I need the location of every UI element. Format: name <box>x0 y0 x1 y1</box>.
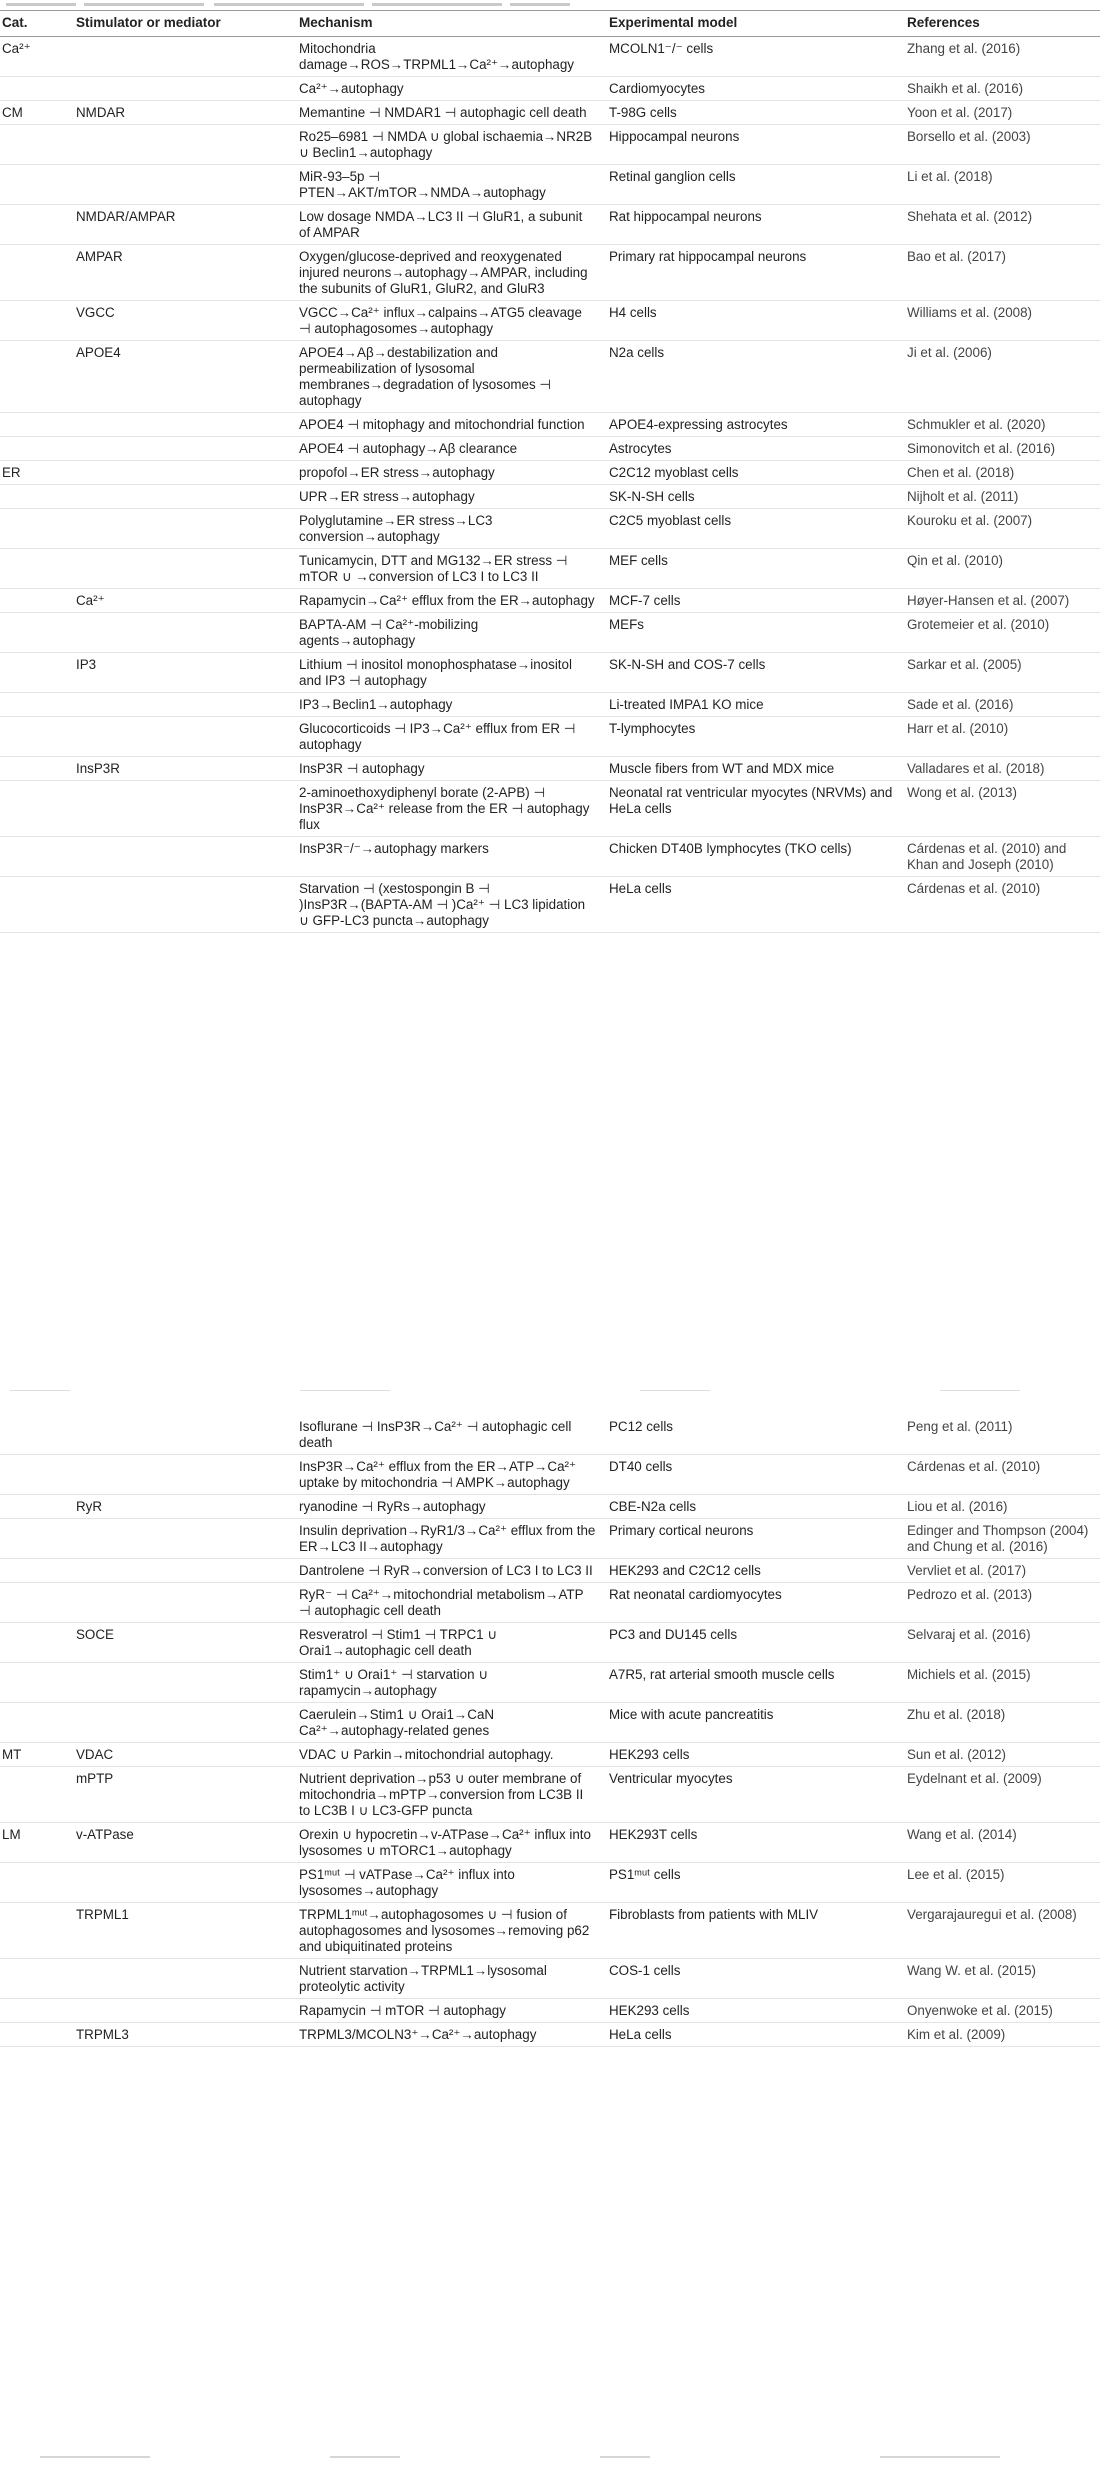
mechanism-cell: Isoflurane ⊣ InsP3R→Ca²⁺ ⊣ autophagic cell death <box>293 1415 603 1455</box>
reference-cell: Cárdenas et al. (2010) and Khan and Joseph (2010) <box>901 837 1100 877</box>
stimulator-cell: TRPML1 <box>70 1903 293 1959</box>
mechanism-cell: Nutrient deprivation→p53 ∪ outer membrane of mitochondria→mPTP→conversion from LC3B II to LC3B I ∪ LC3-GFP puncta <box>293 1767 603 1823</box>
table-row <box>0 1959 1100 1999</box>
table-part-two <box>0 1415 1100 2047</box>
mechanism-cell: Rapamycin ⊣ mTOR ⊣ autophagy <box>293 1999 603 2023</box>
table-row <box>0 165 1100 205</box>
table-row <box>0 437 1100 461</box>
table-row <box>0 77 1100 101</box>
stimulator-cell: RyR <box>70 1495 293 1519</box>
category-cell <box>0 613 70 653</box>
reference-cell: Kim et al. (2009) <box>901 2023 1100 2047</box>
table-row <box>0 757 1100 781</box>
reference-cell: Onyenwoke et al. (2015) <box>901 1999 1100 2023</box>
mechanism-cell: propofol→ER stress→autophagy <box>293 461 603 485</box>
table-row <box>0 781 1100 837</box>
table-row <box>0 1495 1100 1519</box>
stimulator-cell <box>70 165 293 205</box>
table-header-row <box>0 11 1100 37</box>
model-cell: Hippocampal neurons <box>603 125 901 165</box>
stimulator-cell: NMDAR/AMPAR <box>70 205 293 245</box>
mechanism-cell: Orexin ∪ hypocretin→v-ATPase→Ca²⁺ influx into lysosomes ∪ mTORC1→autophagy <box>293 1823 603 1863</box>
reference-cell: Høyer-Hansen et al. (2007) <box>901 589 1100 613</box>
stimulator-cell: VGCC <box>70 301 293 341</box>
model-cell: PC12 cells <box>603 1415 901 1455</box>
model-cell: DT40 cells <box>603 1455 901 1495</box>
category-cell <box>0 77 70 101</box>
stimulator-cell: v-ATPase <box>70 1823 293 1863</box>
stimulator-cell <box>70 77 293 101</box>
reference-cell: Peng et al. (2011) <box>901 1415 1100 1455</box>
model-cell: Rat hippocampal neurons <box>603 205 901 245</box>
reference-cell: Ji et al. (2006) <box>901 341 1100 413</box>
model-cell: HEK293T cells <box>603 1823 901 1863</box>
mechanism-cell: Memantine ⊣ NMDAR1 ⊣ autophagic cell death <box>293 101 603 125</box>
table-row <box>0 245 1100 301</box>
reference-cell: Zhu et al. (2018) <box>901 1703 1100 1743</box>
model-cell: C2C12 myoblast cells <box>603 461 901 485</box>
mechanism-cell: Oxygen/glucose-deprived and reoxygenated injured neurons→autophagy→AMPAR, including the subunits of GluR1, GluR2, and GluR3 <box>293 245 603 301</box>
table-part-one <box>0 10 1100 933</box>
stimulator-cell: AMPAR <box>70 245 293 301</box>
mechanism-cell: InsP3R ⊣ autophagy <box>293 757 603 781</box>
stimulator-cell <box>70 1703 293 1743</box>
table-row <box>0 341 1100 413</box>
reference-cell: Harr et al. (2010) <box>901 717 1100 757</box>
mechanism-cell: Nutrient starvation→TRPML1→lysosomal proteolytic activity <box>293 1959 603 1999</box>
reference-cell: Vervliet et al. (2017) <box>901 1559 1100 1583</box>
mechanism-cell: ryanodine ⊣ RyRs→autophagy <box>293 1495 603 1519</box>
reference-cell: Valladares et al. (2018) <box>901 757 1100 781</box>
header-references: References <box>901 11 1100 37</box>
category-cell <box>0 125 70 165</box>
stimulator-cell <box>70 1415 293 1455</box>
stimulator-cell <box>70 413 293 437</box>
category-cell <box>0 485 70 509</box>
stimulator-cell <box>70 1519 293 1559</box>
model-cell: A7R5, rat arterial smooth muscle cells <box>603 1663 901 1703</box>
model-cell: SK-N-SH and COS-7 cells <box>603 653 901 693</box>
cropped-footer <box>0 2440 1100 2474</box>
table-row <box>0 2023 1100 2047</box>
stimulator-cell <box>70 877 293 933</box>
reference-cell: Bao et al. (2017) <box>901 245 1100 301</box>
model-cell: Primary cortical neurons <box>603 1519 901 1559</box>
mechanism-cell: VDAC ∪ Parkin→mitochondrial autophagy. <box>293 1743 603 1767</box>
stimulator-cell <box>70 37 293 77</box>
stimulator-cell <box>70 1559 293 1583</box>
table-row <box>0 1455 1100 1495</box>
table-row <box>0 877 1100 933</box>
stimulator-cell <box>70 717 293 757</box>
stimulator-cell: IP3 <box>70 653 293 693</box>
model-cell: Rat neonatal cardiomyocytes <box>603 1583 901 1623</box>
header-cat: Cat. <box>0 11 70 37</box>
category-cell: Ca²⁺ <box>0 37 70 77</box>
model-cell: MEFs <box>603 613 901 653</box>
category-cell <box>0 653 70 693</box>
category-cell <box>0 837 70 877</box>
stimulator-cell <box>70 1863 293 1903</box>
table-row <box>0 717 1100 757</box>
table-row <box>0 1519 1100 1559</box>
mechanism-cell: Stim1⁺ ∪ Orai1⁺ ⊣ starvation ∪ rapamycin→autophagy <box>293 1663 603 1703</box>
mechanism-cell: IP3→Beclin1→autophagy <box>293 693 603 717</box>
category-cell <box>0 205 70 245</box>
reference-cell: Pedrozo et al. (2013) <box>901 1583 1100 1623</box>
reference-cell: Shaikh et al. (2016) <box>901 77 1100 101</box>
reference-cell: Edinger and Thompson (2004) and Chung et al. (2016) <box>901 1519 1100 1559</box>
model-cell: Li-treated IMPA1 KO mice <box>603 693 901 717</box>
cropped-caption <box>0 0 1100 10</box>
table-row <box>0 1703 1100 1743</box>
reference-cell: Li et al. (2018) <box>901 165 1100 205</box>
mechanism-cell: Mitochondria damage→ROS→TRPML1→Ca²⁺→autophagy <box>293 37 603 77</box>
model-cell: Ventricular myocytes <box>603 1767 901 1823</box>
category-cell <box>0 437 70 461</box>
header-model: Experimental model <box>603 11 901 37</box>
reference-cell: Schmukler et al. (2020) <box>901 413 1100 437</box>
mechanism-cell: UPR→ER stress→autophagy <box>293 485 603 509</box>
reference-cell: Eydelnant et al. (2009) <box>901 1767 1100 1823</box>
table-row <box>0 485 1100 509</box>
category-cell <box>0 2023 70 2047</box>
stimulator-cell: NMDAR <box>70 101 293 125</box>
table-row <box>0 509 1100 549</box>
stimulator-cell <box>70 485 293 509</box>
model-cell: Astrocytes <box>603 437 901 461</box>
mechanism-cell: APOE4 ⊣ mitophagy and mitochondrial function <box>293 413 603 437</box>
reference-cell: Qin et al. (2010) <box>901 549 1100 589</box>
reference-cell: Lee et al. (2015) <box>901 1863 1100 1903</box>
model-cell: Cardiomyocytes <box>603 77 901 101</box>
model-cell: PS1ᵐᵘᵗ cells <box>603 1863 901 1903</box>
table-row <box>0 1559 1100 1583</box>
stimulator-cell <box>70 837 293 877</box>
category-cell <box>0 301 70 341</box>
table-row <box>0 125 1100 165</box>
category-cell: CM <box>0 101 70 125</box>
table-row <box>0 1863 1100 1903</box>
reference-cell: Chen et al. (2018) <box>901 461 1100 485</box>
category-cell <box>0 413 70 437</box>
reference-cell: Williams et al. (2008) <box>901 301 1100 341</box>
reference-cell: Vergarajauregui et al. (2008) <box>901 1903 1100 1959</box>
mechanism-cell: InsP3R⁻/⁻→autophagy markers <box>293 837 603 877</box>
page-break-artifact <box>0 1384 1100 1414</box>
stimulator-cell <box>70 125 293 165</box>
reference-cell: Liou et al. (2016) <box>901 1495 1100 1519</box>
category-cell <box>0 1959 70 1999</box>
model-cell: HeLa cells <box>603 877 901 933</box>
reference-cell: Sade et al. (2016) <box>901 693 1100 717</box>
reference-cell: Selvaraj et al. (2016) <box>901 1623 1100 1663</box>
category-cell <box>0 1455 70 1495</box>
mechanism-cell: Ro25–6981 ⊣ NMDA ∪ global ischaemia→NR2B ∪ Beclin1→autophagy <box>293 125 603 165</box>
category-cell <box>0 1495 70 1519</box>
reference-cell: Sun et al. (2012) <box>901 1743 1100 1767</box>
table-row <box>0 461 1100 485</box>
model-cell: N2a cells <box>603 341 901 413</box>
reference-cell: Shehata et al. (2012) <box>901 205 1100 245</box>
model-cell: T-98G cells <box>603 101 901 125</box>
model-cell: Mice with acute pancreatitis <box>603 1703 901 1743</box>
model-cell: HEK293 and C2C12 cells <box>603 1559 901 1583</box>
mechanism-cell: 2-aminoethoxydiphenyl borate (2-APB) ⊣ InsP3R→Ca²⁺ release from the ER ⊣ autophagy flux <box>293 781 603 837</box>
category-cell <box>0 589 70 613</box>
category-cell: MT <box>0 1743 70 1767</box>
category-cell <box>0 1583 70 1623</box>
category-cell <box>0 781 70 837</box>
stimulator-cell <box>70 693 293 717</box>
category-cell <box>0 877 70 933</box>
mechanism-cell: APOE4 ⊣ autophagy→Aβ clearance <box>293 437 603 461</box>
reference-cell: Wang W. et al. (2015) <box>901 1959 1100 1999</box>
category-cell <box>0 245 70 301</box>
stimulator-cell: mPTP <box>70 1767 293 1823</box>
model-cell: PC3 and DU145 cells <box>603 1623 901 1663</box>
reference-cell: Cárdenas et al. (2010) <box>901 1455 1100 1495</box>
mechanism-cell: Lithium ⊣ inositol monophosphatase→inositol and IP3 ⊣ autophagy <box>293 653 603 693</box>
model-cell: MEF cells <box>603 549 901 589</box>
reference-cell: Yoon et al. (2017) <box>901 101 1100 125</box>
model-cell: HEK293 cells <box>603 1999 901 2023</box>
mechanism-cell: Ca²⁺→autophagy <box>293 77 603 101</box>
mechanism-cell: TRPML3/MCOLN3⁺→Ca²⁺→autophagy <box>293 2023 603 2047</box>
model-cell: Muscle fibers from WT and MDX mice <box>603 757 901 781</box>
table-row <box>0 37 1100 77</box>
stimulator-cell <box>70 1959 293 1999</box>
category-cell <box>0 1623 70 1663</box>
stimulator-cell <box>70 461 293 485</box>
mechanism-cell: Low dosage NMDA→LC3 II ⊣ GluR1, a subunit of AMPAR <box>293 205 603 245</box>
stimulator-cell <box>70 613 293 653</box>
category-cell <box>0 1999 70 2023</box>
table-row <box>0 101 1100 125</box>
stimulator-cell <box>70 437 293 461</box>
mechanism-cell: Resveratrol ⊣ Stim1 ⊣ TRPC1 ∪ Orai1→autophagic cell death <box>293 1623 603 1663</box>
category-cell <box>0 1559 70 1583</box>
table-row <box>0 1583 1100 1623</box>
mechanism-cell: RyR⁻ ⊣ Ca²⁺→mitochondrial metabolism→ATP ⊣ autophagic cell death <box>293 1583 603 1623</box>
stimulator-cell <box>70 509 293 549</box>
stimulator-cell: InsP3R <box>70 757 293 781</box>
mechanism-cell: Glucocorticoids ⊣ IP3→Ca²⁺ efflux from ER ⊣ autophagy <box>293 717 603 757</box>
model-cell: MCOLN1⁻/⁻ cells <box>603 37 901 77</box>
category-cell <box>0 1767 70 1823</box>
reference-cell: Zhang et al. (2016) <box>901 37 1100 77</box>
category-cell <box>0 757 70 781</box>
stimulator-cell: TRPML3 <box>70 2023 293 2047</box>
table-row <box>0 1999 1100 2023</box>
mechanism-cell: Polyglutamine→ER stress→LC3 conversion→autophagy <box>293 509 603 549</box>
stimulator-cell <box>70 1583 293 1623</box>
model-cell: T-lymphocytes <box>603 717 901 757</box>
stimulator-cell <box>70 549 293 589</box>
model-cell: C2C5 myoblast cells <box>603 509 901 549</box>
category-cell <box>0 1663 70 1703</box>
stimulator-cell: VDAC <box>70 1743 293 1767</box>
header-stimulator: Stimulator or mediator <box>70 11 293 37</box>
reference-cell: Nijholt et al. (2011) <box>901 485 1100 509</box>
reference-cell: Cárdenas et al. (2010) <box>901 877 1100 933</box>
category-cell <box>0 1519 70 1559</box>
reference-cell: Michiels et al. (2015) <box>901 1663 1100 1703</box>
reference-cell: Grotemeier et al. (2010) <box>901 613 1100 653</box>
table-row <box>0 837 1100 877</box>
mechanism-cell: Caerulein→Stim1 ∪ Orai1→CaN Ca²⁺→autophagy-related genes <box>293 1703 603 1743</box>
mechanism-cell: PS1ᵐᵘᵗ ⊣ vATPase→Ca²⁺ influx into lysosomes→autophagy <box>293 1863 603 1903</box>
model-cell: SK-N-SH cells <box>603 485 901 509</box>
mechanism-cell: MiR-93–5p ⊣ PTEN→AKT/mTOR→NMDA→autophagy <box>293 165 603 205</box>
category-cell: LM <box>0 1823 70 1863</box>
table-row <box>0 1903 1100 1959</box>
model-cell: COS-1 cells <box>603 1959 901 1999</box>
model-cell: Retinal ganglion cells <box>603 165 901 205</box>
stimulator-cell: APOE4 <box>70 341 293 413</box>
model-cell: APOE4-expressing astrocytes <box>603 413 901 437</box>
table-row <box>0 1623 1100 1663</box>
category-cell <box>0 341 70 413</box>
mechanism-cell: Dantrolene ⊣ RyR→conversion of LC3 I to LC3 II <box>293 1559 603 1583</box>
model-cell: Primary rat hippocampal neurons <box>603 245 901 301</box>
reference-cell: Simonovitch et al. (2016) <box>901 437 1100 461</box>
mechanism-cell: BAPTA-AM ⊣ Ca²⁺-mobilizing agents→autophagy <box>293 613 603 653</box>
model-cell: Neonatal rat ventricular myocytes (NRVMs) and HeLa cells <box>603 781 901 837</box>
reference-cell: Sarkar et al. (2005) <box>901 653 1100 693</box>
mechanism-cell: InsP3R→Ca²⁺ efflux from the ER→ATP→Ca²⁺ uptake by mitochondria ⊣ AMPK→autophagy <box>293 1455 603 1495</box>
stimulator-cell <box>70 781 293 837</box>
category-cell <box>0 1863 70 1903</box>
model-cell: MCF-7 cells <box>603 589 901 613</box>
table-row <box>0 413 1100 437</box>
reference-cell: Borsello et al. (2003) <box>901 125 1100 165</box>
model-cell: H4 cells <box>603 301 901 341</box>
mechanism-cell: TRPML1ᵐᵘᵗ→autophagosomes ∪ ⊣ fusion of autophagosomes and lysosomes→removing p62 and ubiquitinated proteins <box>293 1903 603 1959</box>
category-cell: ER <box>0 461 70 485</box>
model-cell: Fibroblasts from patients with MLIV <box>603 1903 901 1959</box>
category-cell <box>0 1415 70 1455</box>
mechanism-cell: VGCC→Ca²⁺ influx→calpains→ATG5 cleavage ⊣ autophagosomes→autophagy <box>293 301 603 341</box>
mechanism-cell: Tunicamycin, DTT and MG132→ER stress ⊣ mTOR ∪ →conversion of LC3 I to LC3 II <box>293 549 603 589</box>
table-row <box>0 589 1100 613</box>
category-cell <box>0 693 70 717</box>
table-row <box>0 301 1100 341</box>
stimulator-cell <box>70 1663 293 1703</box>
reference-cell: Wang et al. (2014) <box>901 1823 1100 1863</box>
table-row <box>0 1743 1100 1767</box>
table-row <box>0 1663 1100 1703</box>
category-cell <box>0 509 70 549</box>
table-row <box>0 1767 1100 1823</box>
model-cell: HeLa cells <box>603 2023 901 2047</box>
category-cell <box>0 1703 70 1743</box>
model-cell: Chicken DT40B lymphocytes (TKO cells) <box>603 837 901 877</box>
category-cell <box>0 717 70 757</box>
table-row <box>0 205 1100 245</box>
category-cell <box>0 1903 70 1959</box>
stimulator-cell: SOCE <box>70 1623 293 1663</box>
mechanism-cell: Rapamycin→Ca²⁺ efflux from the ER→autophagy <box>293 589 603 613</box>
stimulator-cell <box>70 1455 293 1495</box>
table-row <box>0 1823 1100 1863</box>
category-cell <box>0 165 70 205</box>
mechanism-cell: Insulin deprivation→RyR1/3→Ca²⁺ efflux from the ER→LC3 II→autophagy <box>293 1519 603 1559</box>
model-cell: HEK293 cells <box>603 1743 901 1767</box>
table-row <box>0 613 1100 653</box>
reference-cell: Kouroku et al. (2007) <box>901 509 1100 549</box>
stimulator-cell: Ca²⁺ <box>70 589 293 613</box>
reference-cell: Wong et al. (2013) <box>901 781 1100 837</box>
table-row <box>0 653 1100 693</box>
model-cell: CBE-N2a cells <box>603 1495 901 1519</box>
header-mechanism: Mechanism <box>293 11 603 37</box>
mechanism-cell: APOE4→Aβ→destabilization and permeabilization of lysosomal membranes→degradation of lysosomes ⊣ autophagy <box>293 341 603 413</box>
mechanism-cell: Starvation ⊣ (xestospongin B ⊣ )InsP3R→(BAPTA-AM ⊣ )Ca²⁺ ⊣ LC3 lipidation ∪ GFP-LC3 puncta→autophagy <box>293 877 603 933</box>
table-row <box>0 1415 1100 1455</box>
table-row <box>0 693 1100 717</box>
category-cell <box>0 549 70 589</box>
stimulator-cell <box>70 1999 293 2023</box>
table-row <box>0 549 1100 589</box>
